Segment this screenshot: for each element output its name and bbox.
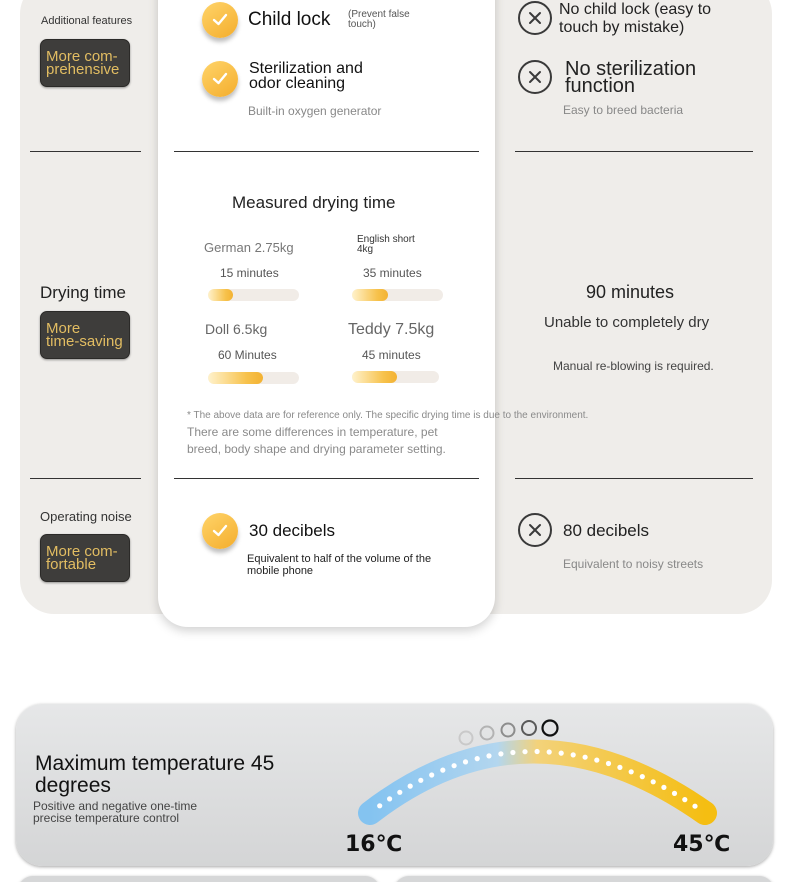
close-icon bbox=[518, 60, 552, 94]
competitor-drying-note: Unable to completely dry bbox=[544, 314, 710, 331]
arc-dot bbox=[418, 778, 423, 783]
divider bbox=[515, 478, 753, 479]
divider bbox=[30, 478, 141, 479]
arc-dot bbox=[535, 749, 540, 754]
arc-dot bbox=[429, 772, 434, 777]
arc-dot bbox=[692, 804, 697, 809]
progress-english-short bbox=[352, 289, 443, 301]
arc-dot bbox=[583, 755, 588, 760]
noise-competitor-sub: Equivalent to noisy streets bbox=[563, 557, 704, 571]
progress-german bbox=[208, 289, 299, 301]
arc-dot bbox=[594, 758, 599, 763]
arc-dot bbox=[387, 796, 392, 801]
check-icon bbox=[202, 513, 238, 549]
arc-dot bbox=[498, 751, 503, 756]
arc-dot bbox=[510, 750, 515, 755]
breed-english-short: English short 4kg bbox=[357, 234, 415, 255]
arc-dot bbox=[571, 752, 576, 757]
divider bbox=[30, 151, 141, 152]
arc-dot bbox=[452, 763, 457, 768]
noise-ours: 30 decibels bbox=[249, 521, 336, 540]
close-icon bbox=[518, 1, 552, 35]
badge-comprehensive: More com- prehensive bbox=[40, 39, 130, 87]
row-label-noise: Operating noise bbox=[40, 509, 132, 524]
competitor-sterilization-sub: Easy to breed bacteria bbox=[563, 103, 684, 117]
temperature-subtitle: Positive and negative one-time precise temperature control bbox=[33, 799, 198, 825]
arc-dot bbox=[377, 803, 382, 808]
arc-dot bbox=[486, 753, 491, 758]
arc-dot bbox=[629, 769, 634, 774]
breed-doll: Doll 6.5kg bbox=[205, 321, 268, 337]
competitor-no-sterilization: No sterilization function bbox=[565, 58, 697, 97]
next-card-left bbox=[18, 876, 380, 882]
divider bbox=[174, 151, 479, 152]
competitor-drying-time: 90 minutes bbox=[586, 282, 675, 302]
noise-competitor: 80 decibels bbox=[563, 521, 650, 540]
temperature-min: 16℃ bbox=[345, 832, 403, 857]
temperature-max: 45℃ bbox=[673, 832, 731, 857]
arc-dot bbox=[651, 779, 656, 784]
arc-dot bbox=[397, 790, 402, 795]
breed-german: German 2.75kg bbox=[204, 240, 294, 255]
arc-dot bbox=[672, 791, 677, 796]
arc-dot bbox=[617, 765, 622, 770]
competitor-no-child-lock: No child lock (easy to touch by mistake) bbox=[559, 1, 712, 36]
divider bbox=[174, 478, 479, 479]
progress-doll bbox=[208, 372, 299, 384]
arc-dot bbox=[475, 756, 480, 761]
arc-dot bbox=[606, 761, 611, 766]
time-german: 15 minutes bbox=[220, 266, 279, 280]
feature-child-lock: Child lock bbox=[248, 9, 331, 30]
temperature-title: Maximum temperature 45 degrees bbox=[35, 752, 275, 797]
arc-dot bbox=[547, 749, 552, 754]
feature-child-lock-note: (Prevent false touch) bbox=[348, 9, 410, 30]
close-icon bbox=[518, 513, 552, 547]
time-teddy: 45 minutes bbox=[362, 348, 421, 362]
drying-disclaimer: * The above data are for reference only. The specific drying time is due to the environment. There are some differences in temperature, pet breed, body shape and drying parameter setting. bbox=[187, 410, 589, 456]
time-doll: 60 Minutes bbox=[218, 348, 277, 362]
row-label-features: Additional features bbox=[41, 15, 133, 27]
arc-dot bbox=[408, 784, 413, 789]
feature-sterilization-sub: Built-in oxygen generator bbox=[248, 104, 382, 118]
progress-teddy bbox=[352, 371, 439, 383]
drying-heading: Measured drying time bbox=[232, 193, 396, 212]
divider bbox=[515, 151, 753, 152]
badge-time-saving: More time-saving bbox=[40, 311, 130, 359]
noise-ours-sub: Equivalent to half of the volume of the mobile phone bbox=[247, 553, 432, 577]
arc-dot bbox=[522, 749, 527, 754]
arc-dot bbox=[559, 751, 564, 756]
arc-dot bbox=[682, 797, 687, 802]
feature-sterilization: Sterilization and odor cleaning bbox=[249, 60, 363, 92]
row-label-drying: Drying time bbox=[40, 283, 126, 302]
arc-dot bbox=[440, 768, 445, 773]
arc-dot bbox=[661, 785, 666, 790]
check-icon bbox=[202, 2, 238, 38]
next-card-right bbox=[394, 876, 774, 882]
check-icon bbox=[202, 61, 238, 97]
time-english-short: 35 minutes bbox=[363, 266, 422, 280]
badge-comfortable: More com- fortable bbox=[40, 534, 130, 582]
competitor-drying-sub: Manual re-blowing is required. bbox=[553, 359, 714, 373]
breed-teddy: Teddy 7.5kg bbox=[348, 321, 435, 338]
arc-dot bbox=[640, 774, 645, 779]
arc-dot bbox=[463, 759, 468, 764]
